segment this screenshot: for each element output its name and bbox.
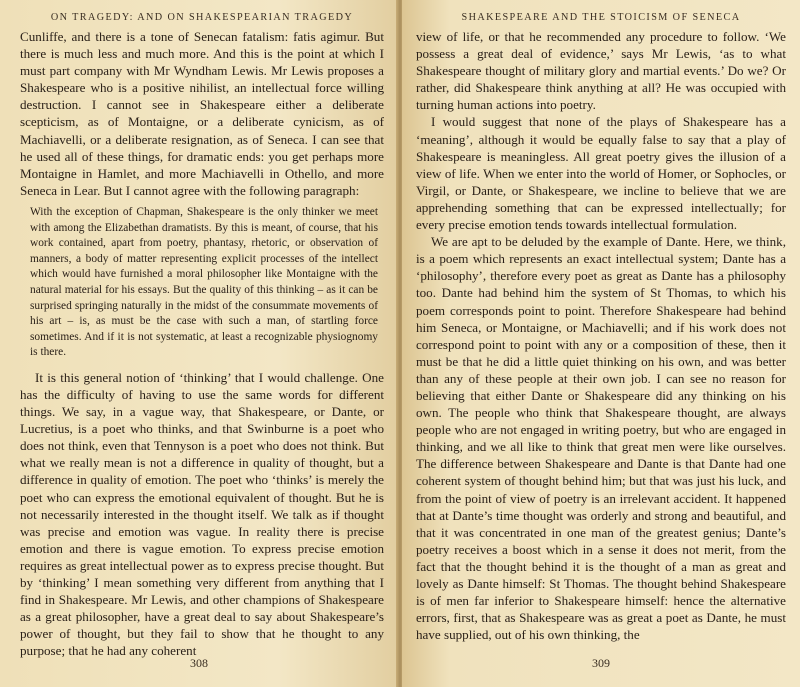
left-paragraph-2: It is this general notion of ‘thinking’ that I would challenge. One has the difficulty of having to use the same words for different things. We say, in a vague way, that Shakespeare, or Dante, or Lucretius, is a poet who thinks, and that Swinburne is a poet who does not think, even that Tennyson is a poet who does not think. But what we really mean is not a difference in quality of thought, but a difference in quality of emotion. The poet who ‘thinks’ is merely the poet who can express the emotional equivalent of thought. But he is not necessarily interested in the thought itself. We talk as if thought was precise and emotion was vague. In reality there is precise emotion and there is vague emotion. To express precise emotion requires as great intellectual power as to express precise thought. But by ‘thinking’ I mean something very different from anything that I find in Shakespeare. Mr Lewis, and other champions of Shakespeare as a great philosopher, have a great deal to say about Shakespeare’s power of thought, but they fail to show that he thought to any purpose; that he had any coherent — [20, 369, 384, 659]
right-page — [402, 0, 800, 687]
left-paragraph-1: Cunliffe, and there is a tone of Senecan fatalism: fatis agimur. But there is much less and much more. And this is the point at which I must part company with Mr Wyndham Lewis. Mr Lewis proposes a Shakespeare who is a positive nihilist, an intellectual force willing destruction. I cannot see in Shakespeare either a deliberate scepticism, as of Montaigne, or a deliberate cynicism, as of Machiavelli, or a deliberate resignation, as of Seneca. I can see that he used all of these things, for dramatic ends: you get perhaps more Montaigne in Hamlet, and more Machiavelli in Othello, and more Seneca in Lear. But I cannot agree with the following paragraph: — [20, 29, 384, 198]
running-head-left: ON TRAGEDY: AND ON SHAKESPEARIAN TRAGEDY — [50, 12, 354, 23]
right-paragraph-3: We are apt to be deluded by the example of Dante. Here, we think, is a poem which represents an exact intellectual system; Dante has a ‘philosophy’, therefore every poet as great as Dante has a philosophy too. Dante had behind him the system of St Thomas, to which his poem corresponds point to point. Therefore Shakespeare had behind him Seneca, or Montaigne, or Machiavelli; and if his work does not correspond point to point with any or a composition of these, then it must be that he did a little quiet thinking on his own, and was better than any of these people at their own job. I can see no reason for believing that either Dante or Shakespeare did any thinking on his own. The people who think that Shakespeare thought, are always people who are not engaged in writing poetry, but who are engaged in thinking, and we all like to think that great men were like ourselves. The difference between Shakespeare and Dante is that Dante had one coherent system of thought behind him; but that was just his luck, and from the point of view of poetry is an irrelevant accident. It happened that at Dante’s time thought was orderly and strong and beautiful, and that it was concentrated in one man of the greatest genius; Dante’s poetry receives a boost which in a sense it does not merit, from the fact that the thought behind it is the thought of a man as great and lovely as Dante himself: St Thomas. The thought behind Shakespeare is of men far inferior to Shakespeare himself: hence the alternative errors, first, that as Shakespeare was as great a poet as Dante, he must have supplied, out of his own thinking, the — [416, 234, 786, 643]
block-quote: With the exception of Chapman, Shakespeare is the only thinker we meet with among the Elizabethan dramatists. By this is meant, of course, that his work contained, apart from poetry, phantasy, rhetoric, or observation of manners, a body of matter representing explicit processes of the intellect which would have furnished a moral philosopher like Montaigne with the natural material for his essays. But the quality of this thinking – as it can be surprised springing naturally in the midst of the consummate movements of his art – is, as must be the case with such a man, of startling force sometimes. And if it is not systematic, at least a recognizable physiognomy is there. — [30, 205, 378, 359]
page-number-left: 308 — [190, 656, 208, 670]
running-head-right: SHAKESPEARE AND THE STOICISM OF SENECA — [461, 12, 741, 23]
right-paragraph-1: view of life, or that he recommended any procedure to follow. ‘We possess a great deal of evidence,’ says Mr Lewis, ‘as to what Shakespeare thought of military glory and martial events.’ Do we? Or rather, did Shakespeare think anything at all? He was occupied with turning human actions into poetry. — [416, 29, 786, 113]
page-number-right: 309 — [592, 656, 610, 670]
left-page — [0, 0, 398, 687]
right-paragraph-2: I would suggest that none of the plays of Shakespeare has a ‘meaning’, although it would be equally false to say that a play of Shakespeare is meaningless. All great poetry gives the illusion of a view of life. When we enter into the world of Homer, or Sophocles, or Virgil, or Dante, or Shakespeare, we incline to believe that we are apprehending something that can be expressed intellectually; for every precise emotion tends towards intellectual formulation. — [416, 114, 786, 233]
